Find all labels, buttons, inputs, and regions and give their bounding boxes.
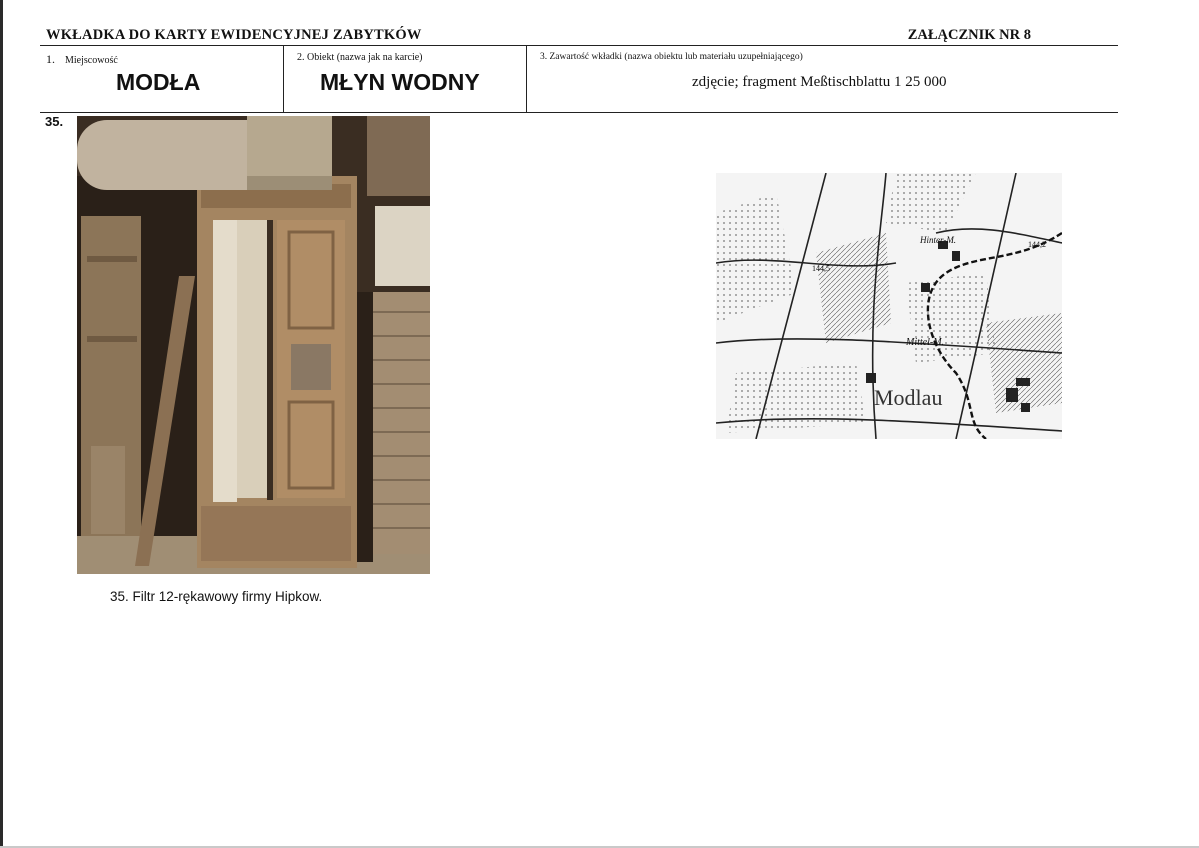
object-value: MŁYN WODNY [320, 69, 480, 95]
map-label-hinter: Hinter-M. [920, 235, 957, 245]
object-label: 2. Obiekt (nazwa jak na karcie) [297, 52, 423, 63]
page-left-edge [0, 0, 3, 848]
historic-map-fragment [716, 173, 1062, 439]
annex-label: ZAŁĄCZNIK NR 8 [907, 27, 1031, 43]
figure-caption: 35. Filtr 12-rękawowy firmy Hipkow. [110, 589, 323, 604]
contents-label: 3. Zawartość wkładki (nazwa obiektu lub materiału uzupełniającego) [540, 52, 803, 62]
locality-label: Miejscowość [65, 55, 118, 66]
form-header-table [40, 45, 1118, 113]
locality-number: 1. [46, 52, 55, 66]
locality-value: MODŁA [116, 69, 201, 95]
locality-cell [40, 46, 283, 112]
mill-filter-photo [77, 116, 430, 574]
map-label-mittel: Mittel-M. [906, 337, 945, 348]
map-label-elev2: 144,2 [1028, 240, 1046, 249]
contents-value: zdjęcie; fragment Meßtischblattu 1 25 000 [692, 74, 947, 90]
map-label-elev1: 144,5 [812, 264, 830, 273]
contents-cell [526, 46, 1118, 112]
document-title: WKŁADKA DO KARTY EWIDENCYJNEJ ZABYTKÓW [46, 27, 422, 43]
map-label-town: Modlau [874, 385, 943, 410]
figure-number: 35. [45, 114, 64, 129]
object-cell [283, 46, 526, 112]
